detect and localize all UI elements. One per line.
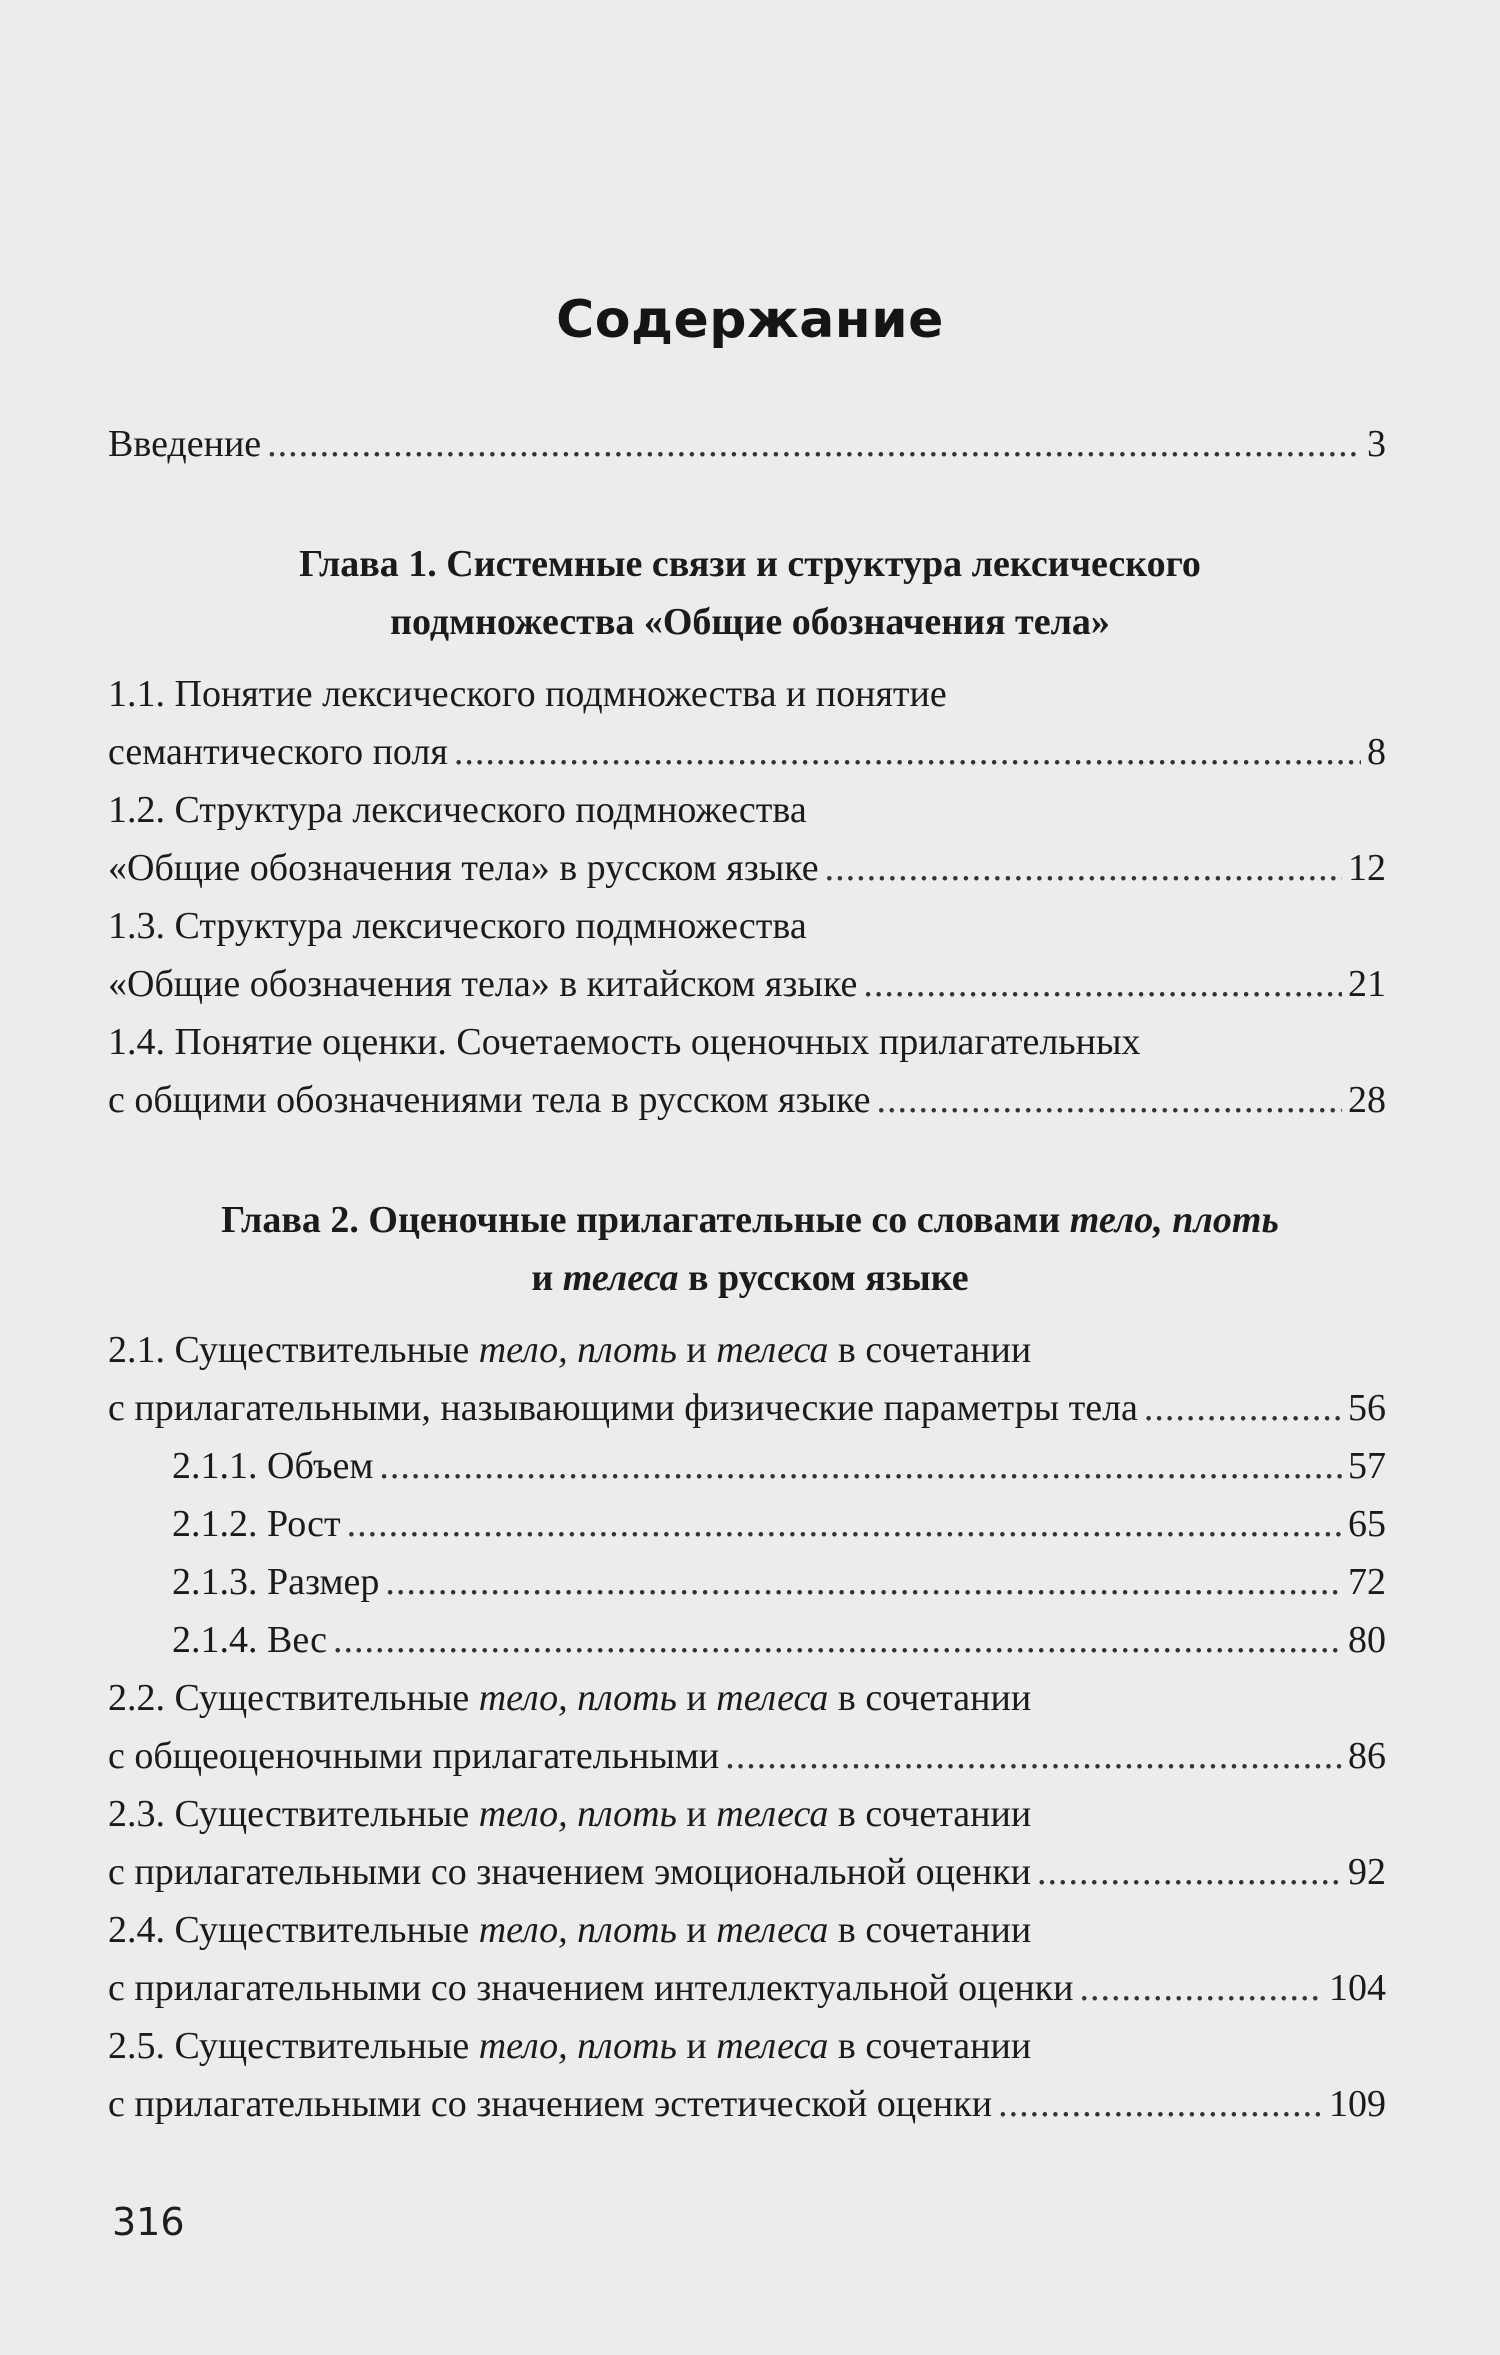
toc-page-number: 21 bbox=[1348, 963, 1386, 1005]
dot-leader bbox=[998, 2080, 1323, 2128]
toc-entry-text: с общими обозначениями тела в русском языке bbox=[108, 1079, 871, 1121]
toc-entry-text: с общеоценочными прилагательными bbox=[108, 1735, 720, 1777]
dot-leader bbox=[347, 1500, 1342, 1548]
toc-entry-2-1-2 bbox=[172, 1500, 1386, 1548]
dot-leader bbox=[863, 960, 1342, 1008]
chapter-2-heading-line-2: и телеса в русском языке bbox=[531, 1257, 969, 1299]
toc-entry-text: 2.1.1. Объем bbox=[172, 1445, 374, 1487]
toc-entry-1-1 bbox=[108, 728, 1386, 776]
toc-entry-2-1-4 bbox=[172, 1616, 1386, 1664]
toc-entry-1-2-line-1: 1.2. Структура лексического подмножества bbox=[108, 789, 807, 831]
toc-entry-text: с прилагательными со значением эстетической оценки bbox=[108, 2083, 993, 2125]
dot-leader bbox=[267, 420, 1361, 468]
toc-page-number: 57 bbox=[1348, 1445, 1386, 1487]
toc-entry-2-3-line-1: 2.3. Существительные тело, плоть и телеса в сочетании bbox=[108, 1793, 1032, 1835]
dot-leader bbox=[725, 1732, 1342, 1780]
toc-page-number: 28 bbox=[1348, 1079, 1386, 1121]
page-title: Содержание bbox=[556, 290, 944, 350]
toc-entry-text: с прилагательными, называющими физические параметры тела bbox=[108, 1387, 1138, 1429]
toc-entry-text: 2.1.2. Рост bbox=[172, 1503, 341, 1545]
toc-page-number: 3 bbox=[1367, 423, 1386, 465]
page-folio-number: 316 bbox=[112, 2200, 185, 2244]
dot-leader bbox=[825, 844, 1342, 892]
dot-leader bbox=[1079, 1964, 1323, 2012]
dot-leader bbox=[385, 1558, 1342, 1606]
toc-entry-2-1-3 bbox=[172, 1558, 1386, 1606]
chapter-2-heading-line-1: Глава 2. Оценочные прилагательные со словами тело, плоть bbox=[221, 1199, 1279, 1241]
toc-entry-2-4 bbox=[108, 1964, 1386, 2012]
dot-leader bbox=[454, 728, 1361, 776]
toc-entry-1-1-line-1: 1.1. Понятие лексического подмножества и понятие bbox=[108, 673, 947, 715]
toc-page-number: 109 bbox=[1329, 2083, 1386, 2125]
toc-entry-intro bbox=[108, 420, 1386, 468]
dot-leader bbox=[1144, 1384, 1342, 1432]
toc-entry-2-5 bbox=[108, 2080, 1386, 2128]
toc-entry-text: 2.1.3. Размер bbox=[172, 1561, 380, 1603]
dot-leader bbox=[876, 1076, 1342, 1124]
toc-entry-2-2-line-1: 2.2. Существительные тело, плоть и телеса в сочетании bbox=[108, 1677, 1032, 1719]
toc-entry-2-4-line-1: 2.4. Существительные тело, плоть и телеса в сочетании bbox=[108, 1909, 1032, 1951]
toc-entry-text: с прилагательными со значением эмоциональной оценки bbox=[108, 1851, 1032, 1893]
toc-page-number: 56 bbox=[1348, 1387, 1386, 1429]
toc-entry-1-2 bbox=[108, 844, 1386, 892]
chapter-1-heading-line-1: Глава 1. Системные связи и структура лексического bbox=[299, 543, 1201, 585]
toc-entry-text: Введение bbox=[108, 423, 262, 465]
toc-page-number: 8 bbox=[1367, 731, 1386, 773]
toc-page-number: 72 bbox=[1348, 1561, 1386, 1603]
dot-leader bbox=[379, 1442, 1342, 1490]
toc-entry-text: с прилагательными со значением интеллектуальной оценки bbox=[108, 1967, 1074, 2009]
toc-entry-2-5-line-1: 2.5. Существительные тело, плоть и телеса в сочетании bbox=[108, 2025, 1032, 2067]
toc-entry-text: 2.1.4. Вес bbox=[172, 1619, 328, 1661]
toc-entry-2-3 bbox=[108, 1848, 1386, 1896]
toc-entry-1-3-line-1: 1.3. Структура лексического подмножества bbox=[108, 905, 807, 947]
toc-entry-2-1-line-1: 2.1. Существительные тело, плоть и телеса в сочетании bbox=[108, 1329, 1032, 1371]
dot-leader bbox=[1037, 1848, 1342, 1896]
toc-page-number: 65 bbox=[1348, 1503, 1386, 1545]
dot-leader bbox=[333, 1616, 1342, 1664]
toc-entry-text: «Общие обозначения тела» в китайском языке bbox=[108, 963, 858, 1005]
toc-entry-text: «Общие обозначения тела» в русском языке bbox=[108, 847, 819, 889]
toc-entry-2-1-1 bbox=[172, 1442, 1386, 1490]
toc-entry-1-4 bbox=[108, 1076, 1386, 1124]
toc-entry-2-2 bbox=[108, 1732, 1386, 1780]
toc-page-number: 104 bbox=[1329, 1967, 1386, 2009]
toc-page-number: 80 bbox=[1348, 1619, 1386, 1661]
toc-page-number: 92 bbox=[1348, 1851, 1386, 1893]
toc-entry-1-4-line-1: 1.4. Понятие оценки. Сочетаемость оценочных прилагательных bbox=[108, 1021, 1141, 1063]
toc-page-number: 12 bbox=[1348, 847, 1386, 889]
toc-entry-text: семантического поля bbox=[108, 731, 448, 773]
chapter-1-heading-line-2: подмножества «Общие обозначения тела» bbox=[390, 601, 1110, 643]
toc-entry-2-1 bbox=[108, 1384, 1386, 1432]
toc-page-number: 86 bbox=[1348, 1735, 1386, 1777]
toc-entry-1-3 bbox=[108, 960, 1386, 1008]
